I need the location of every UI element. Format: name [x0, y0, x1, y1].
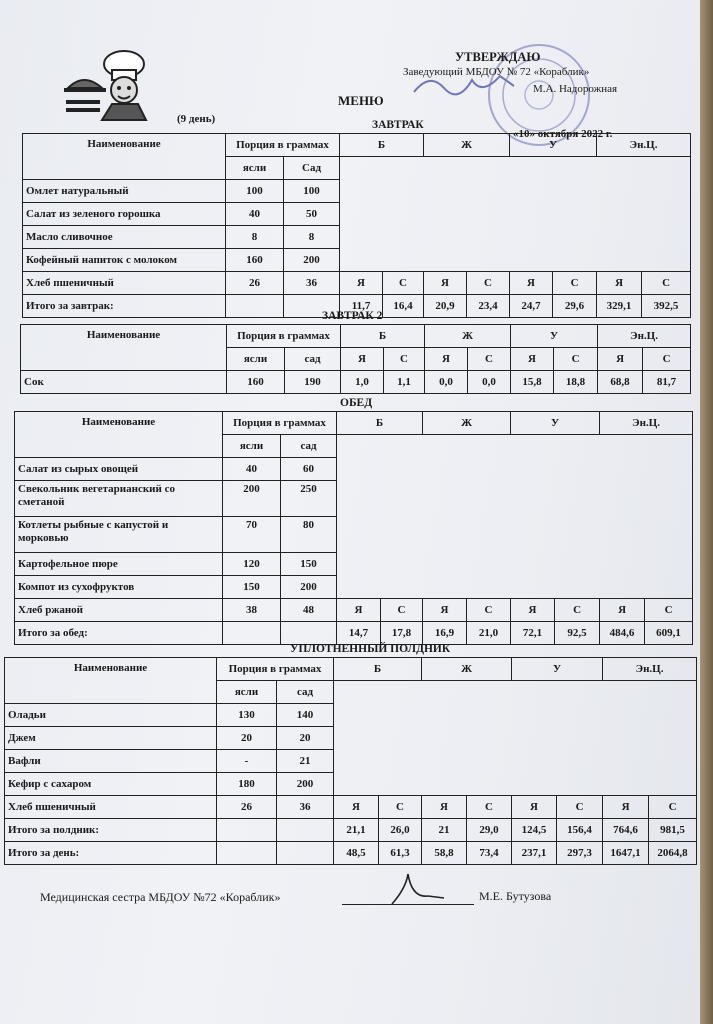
col-en-header: Эн.Ц. [597, 134, 691, 157]
col-yasli-header: ясли [217, 681, 277, 704]
dish-name: Сок [21, 371, 227, 394]
portion-yasli: 160 [227, 371, 285, 394]
day-total-value: 237,1 [512, 842, 557, 865]
chef-logo [62, 48, 162, 122]
ya-label: Я [510, 272, 553, 295]
head-position: Заведующий МБДОУ № 72 «Кораблик» [403, 66, 590, 78]
dish-name: Омлет натуральный [23, 180, 226, 203]
col-u-header: У [511, 325, 598, 348]
total-value: 11,7 [340, 295, 383, 318]
s-label: С [642, 272, 691, 295]
s-label: С [557, 796, 603, 819]
total-value: 21 [422, 819, 467, 842]
portion-sad: 80 [281, 517, 337, 553]
col-yasli-header: ясли [223, 435, 281, 458]
portion-yasli: 20 [217, 727, 277, 750]
portion-sad: 200 [277, 773, 334, 796]
col-u-header: У [511, 412, 600, 435]
ya-label: Я [512, 796, 557, 819]
col-b-header: Б [341, 325, 425, 348]
dish-name: Хлеб ржаной [15, 599, 223, 622]
col-portion-header: Порция в граммах [227, 325, 341, 348]
portion-yasli: 8 [226, 226, 284, 249]
ya-label: Я [598, 348, 643, 371]
nurse-signature [388, 868, 448, 908]
nutrient-value: 18,8 [554, 371, 598, 394]
total-value: 484,6 [600, 622, 645, 645]
lunch-title: ОБЕД [340, 397, 373, 409]
total-row [5, 819, 697, 842]
menu-title: МЕНЮ [338, 93, 384, 108]
dish-name: Вафли [5, 750, 217, 773]
breakfast-title: ЗАВТРАК [372, 119, 424, 131]
portion-sad: 190 [285, 371, 341, 394]
col-zh-header: Ж [424, 134, 510, 157]
col-sad-header: сад [281, 435, 337, 458]
total-value: 17,8 [381, 622, 423, 645]
portion-yasli: 26 [217, 796, 277, 819]
ya-label: Я [425, 348, 468, 371]
table-row [21, 371, 691, 394]
ya-label: Я [424, 272, 467, 295]
day-total-value: 1647,1 [603, 842, 649, 865]
col-b-header: Б [340, 134, 424, 157]
day-total-value: 61,3 [379, 842, 422, 865]
empty-block [334, 681, 697, 796]
col-sad-header: Сад [284, 157, 340, 180]
day-total-row [5, 842, 697, 865]
dish-name: Хлеб пшеничный [23, 272, 226, 295]
day-total-value: 2064,8 [649, 842, 697, 865]
day-number: (9 день) [177, 113, 216, 125]
total-value: 29,0 [467, 819, 512, 842]
desk-edge [700, 0, 713, 1024]
portion-yasli: 40 [223, 458, 281, 481]
col-zh-header: Ж [425, 325, 511, 348]
col-yasli-header: ясли [226, 157, 284, 180]
ya-label: Я [341, 348, 384, 371]
lunch-table [14, 411, 693, 645]
total-label: Итого за завтрак: [23, 295, 226, 318]
portion-yasli: 150 [223, 576, 281, 599]
col-name-header: Наименование [21, 325, 227, 371]
ya-label: Я [597, 272, 642, 295]
dish-name: Хлеб пшеничный [5, 796, 217, 819]
s-label: С [555, 599, 600, 622]
col-en-header: Эн.Ц. [598, 325, 691, 348]
ya-label: Я [337, 599, 381, 622]
ya-label: Я [511, 348, 554, 371]
col-name-header: Наименование [23, 134, 226, 180]
total-value: 392,5 [642, 295, 691, 318]
total-label: Итого за полдник: [5, 819, 217, 842]
total-label: Итого за обед: [15, 622, 223, 645]
ya-label: Я [334, 796, 379, 819]
ya-label: Я [600, 599, 645, 622]
portion-yasli: 120 [223, 553, 281, 576]
portion-sad: 250 [281, 481, 337, 517]
menu-date: «10» октября 2022 г. [513, 128, 613, 140]
ya-label: Я [423, 599, 467, 622]
empty-block [340, 157, 691, 272]
s-label: С [467, 272, 510, 295]
portion-yasli: 200 [223, 481, 281, 517]
dish-name: Кофейный напиток с молоком [23, 249, 226, 272]
portion-yasli: 180 [217, 773, 277, 796]
breakfast-header-row [23, 134, 691, 157]
table-row [23, 272, 691, 295]
total-value: 16,4 [383, 295, 424, 318]
snack-title: УПЛОТНЕННЫЙ ПОЛДНИК [290, 643, 451, 655]
s-label: С [384, 348, 425, 371]
total-row [15, 622, 693, 645]
s-label: С [379, 796, 422, 819]
portion-yasli: - [217, 750, 277, 773]
day-total-label: Итого за день: [5, 842, 217, 865]
total-value: 26,0 [379, 819, 422, 842]
nutrient-value: 15,8 [511, 371, 554, 394]
total-value: 764,6 [603, 819, 649, 842]
table-row [15, 599, 693, 622]
s-label: С [468, 348, 511, 371]
col-u-header: У [512, 658, 603, 681]
s-label: С [649, 796, 697, 819]
breakfast2-title: ЗАВТРАК 2 [322, 310, 383, 322]
dish-name: Салат из зеленого горошка [23, 203, 226, 226]
portion-sad: 21 [277, 750, 334, 773]
col-sad-header: сад [277, 681, 334, 704]
dish-name: Котлеты рыбные с капустой и морковью [15, 517, 223, 553]
total-value: 29,6 [553, 295, 597, 318]
col-portion-header: Порция в граммах [226, 134, 340, 157]
approve-title: УТВЕРЖДАЮ [455, 50, 541, 64]
s-label: С [381, 599, 423, 622]
ya-label: Я [422, 796, 467, 819]
dish-name: Салат из сырых овощей [15, 458, 223, 481]
total-value: 16,9 [423, 622, 467, 645]
total-value: 329,1 [597, 295, 642, 318]
portion-yasli: 70 [223, 517, 281, 553]
ya-label: Я [340, 272, 383, 295]
col-b-header: Б [337, 412, 423, 435]
total-value: 124,5 [512, 819, 557, 842]
col-yasli-header: ясли [227, 348, 285, 371]
total-value: 21,0 [467, 622, 511, 645]
dish-name: Картофельное пюре [15, 553, 223, 576]
col-sad-header: сад [285, 348, 341, 371]
col-u-header: У [510, 134, 597, 157]
col-zh-header: Ж [423, 412, 511, 435]
table-row [5, 796, 697, 819]
nurse-name: М.Е. Бутузова [479, 889, 552, 903]
ya-label: Я [603, 796, 649, 819]
portion-yasli: 130 [217, 704, 277, 727]
portion-sad: 200 [284, 249, 340, 272]
s-label: С [467, 599, 511, 622]
ya-label: Я [511, 599, 555, 622]
breakfast2-table [20, 324, 691, 394]
total-value: 156,4 [557, 819, 603, 842]
dish-name: Свекольник вегетарианский со сметаной [15, 481, 223, 517]
col-en-header: Эн.Ц. [603, 658, 697, 681]
breakfast-table [22, 133, 691, 318]
portion-yasli: 160 [226, 249, 284, 272]
portion-yasli: 100 [226, 180, 284, 203]
portion-sad: 36 [277, 796, 334, 819]
dish-name: Оладьи [5, 704, 217, 727]
dish-name: Кефир с сахаром [5, 773, 217, 796]
portion-sad: 50 [284, 203, 340, 226]
col-zh-header: Ж [422, 658, 512, 681]
nutrient-value: 1,1 [384, 371, 425, 394]
portion-sad: 60 [281, 458, 337, 481]
col-portion-header: Порция в граммах [217, 658, 334, 681]
col-name-header: Наименование [5, 658, 217, 704]
empty-block [337, 435, 693, 599]
portion-sad: 100 [284, 180, 340, 203]
dish-name: Джем [5, 727, 217, 750]
portion-sad: 36 [284, 272, 340, 295]
portion-sad: 140 [277, 704, 334, 727]
portion-sad: 8 [284, 226, 340, 249]
total-value: 72,1 [511, 622, 555, 645]
nurse-position: Медицинская сестра МБДОУ №72 «Кораблик» [40, 890, 281, 904]
s-label: С [643, 348, 691, 371]
head-name: М.А. Надорожная [533, 83, 618, 95]
snack-table [4, 657, 697, 865]
dish-name: Масло сливочное [23, 226, 226, 249]
s-label: С [383, 272, 424, 295]
total-value: 14,7 [337, 622, 381, 645]
day-total-value: 297,3 [557, 842, 603, 865]
s-label: С [467, 796, 512, 819]
nutrient-value: 0,0 [468, 371, 511, 394]
portion-yasli: 40 [226, 203, 284, 226]
s-label: С [553, 272, 597, 295]
s-label: С [645, 599, 693, 622]
portion-sad: 48 [281, 599, 337, 622]
day-total-value: 58,8 [422, 842, 467, 865]
nutrient-value: 68,8 [598, 371, 643, 394]
day-total-value: 48,5 [334, 842, 379, 865]
col-portion-header: Порция в граммах [223, 412, 337, 435]
col-b-header: Б [334, 658, 422, 681]
total-value: 21,1 [334, 819, 379, 842]
total-value: 981,5 [649, 819, 697, 842]
col-en-header: Эн.Ц. [600, 412, 693, 435]
col-name-header: Наименование [15, 412, 223, 458]
total-value: 92,5 [555, 622, 600, 645]
portion-sad: 20 [277, 727, 334, 750]
nutrient-value: 1,0 [341, 371, 384, 394]
total-value: 23,4 [467, 295, 510, 318]
dish-name: Компот из сухофруктов [15, 576, 223, 599]
total-value: 20,9 [424, 295, 467, 318]
portion-sad: 200 [281, 576, 337, 599]
s-label: С [554, 348, 598, 371]
day-total-value: 73,4 [467, 842, 512, 865]
portion-sad: 150 [281, 553, 337, 576]
nutrient-value: 81,7 [643, 371, 691, 394]
total-value: 609,1 [645, 622, 693, 645]
portion-yasli: 38 [223, 599, 281, 622]
nutrient-value: 0,0 [425, 371, 468, 394]
total-value: 24,7 [510, 295, 553, 318]
portion-yasli: 26 [226, 272, 284, 295]
